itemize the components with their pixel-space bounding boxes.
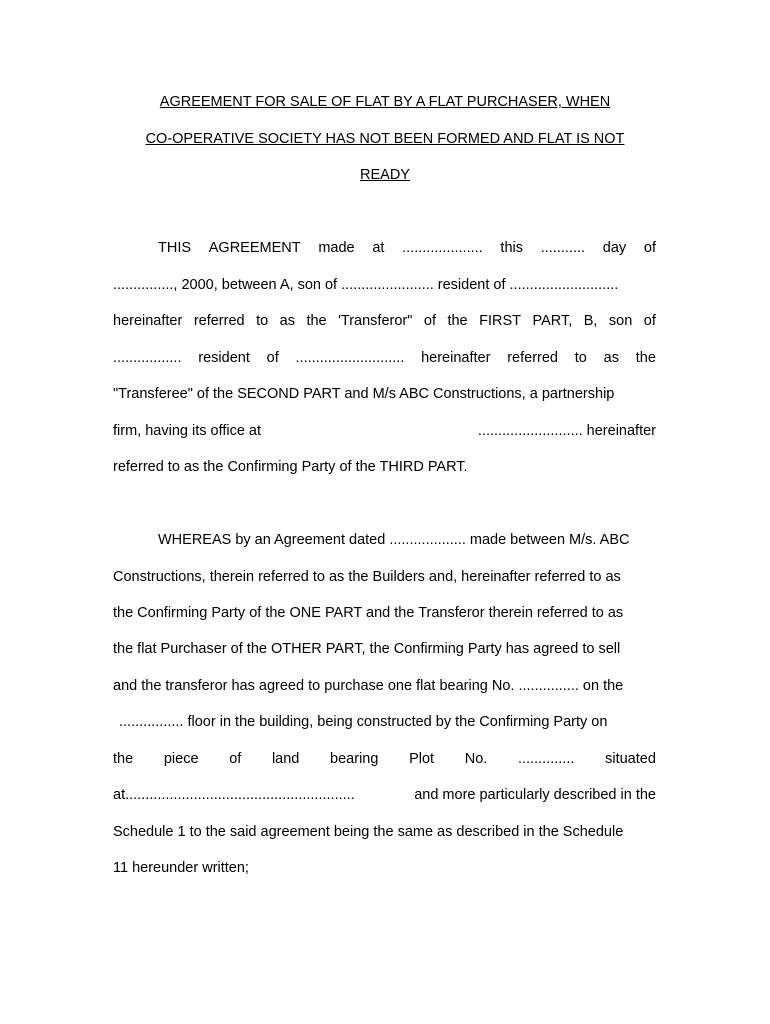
- para1-line-7: referred to as the Confirming Party of the THIRD PART.: [113, 459, 468, 475]
- word: ...........: [540, 240, 586, 256]
- para2-line-9: Schedule 1 to the said agreement being the same as described in the Schedule: [113, 824, 624, 840]
- word: referred: [507, 350, 558, 366]
- para1-line-1: [158, 240, 656, 256]
- word: THIS: [158, 240, 192, 256]
- para2-line-10: 11 hereunder written;: [113, 860, 249, 876]
- para2-line-5: and the transferor has agreed to purchase one flat bearing No. ............... on the: [113, 678, 624, 694]
- para2-line-7: [113, 751, 656, 767]
- para1-line-3: [113, 313, 656, 329]
- word: the: [447, 313, 468, 329]
- word: hereinafter: [113, 313, 183, 329]
- word: made: [318, 240, 355, 256]
- para1-line-2: [113, 277, 656, 293]
- word: 'Transferor": [338, 313, 413, 329]
- title-line-2: CO-OPERATIVE SOCIETY HAS NOT BEEN FORMED AND FLAT IS NOT: [145, 131, 625, 147]
- para2-line-4: the flat Purchaser of the OTHER PART, the Confirming Party has agreed to sell: [113, 641, 621, 657]
- para2-line-6: ................ floor in the building, being constructed by the Confirming Party on: [119, 714, 608, 730]
- word: as: [603, 350, 619, 366]
- word: bearing: [330, 751, 379, 767]
- word: AGREEMENT: [208, 240, 301, 256]
- word: No.: [464, 751, 488, 767]
- word: of: [643, 240, 656, 256]
- word: ...........................: [295, 350, 405, 366]
- word: day: [602, 240, 627, 256]
- para2-line-1: WHEREAS by an Agreement dated ................... made between M/s. ABC: [158, 532, 630, 548]
- para2-line-2: Constructions, therein referred to as the Builders and, hereinafter referred to as: [113, 569, 621, 585]
- word: the: [306, 313, 327, 329]
- word: of: [643, 313, 656, 329]
- word: of: [229, 751, 242, 767]
- para2-line-3: the Confirming Party of the ONE PART and the Transferor therein referred to as: [113, 605, 624, 621]
- word: .................: [113, 350, 182, 366]
- word: piece: [163, 751, 199, 767]
- title-line-1: AGREEMENT FOR SALE OF FLAT BY A FLAT PURCHASER, WHEN: [159, 94, 611, 110]
- word: PART,: [532, 313, 573, 329]
- word: the: [635, 350, 656, 366]
- word: of: [423, 313, 436, 329]
- word: ....................: [402, 240, 483, 256]
- word: situated: [605, 751, 656, 767]
- para1-line-6-right: .......................... hereinafter: [477, 423, 656, 439]
- word: ..............: [518, 751, 575, 767]
- word: at: [372, 240, 385, 256]
- para1-line-4: [113, 350, 656, 366]
- word: to: [256, 313, 269, 329]
- word: land: [271, 751, 300, 767]
- word: son: [608, 313, 633, 329]
- word: to: [574, 350, 587, 366]
- word: resident: [198, 350, 250, 366]
- word: of: [266, 350, 279, 366]
- word: hereinafter: [421, 350, 491, 366]
- word: B,: [583, 313, 598, 329]
- para1-line-2-text: ..............., 2000, between A, son of ....................... resident of ...........................: [113, 277, 619, 293]
- para1-line-6: [113, 423, 656, 439]
- para1-line-5: "Transferee" of the SECOND PART and M/s ABC Constructions, a partnership: [113, 386, 615, 402]
- title-line-3: READY: [360, 167, 410, 183]
- para2-line-8-left: at.........................................................: [113, 787, 355, 803]
- word: this: [500, 240, 523, 256]
- para1-line-6-left: firm, having its office at: [113, 423, 262, 439]
- para2-line-8-right: and more particularly described in the: [414, 787, 656, 803]
- word: FIRST: [479, 313, 521, 329]
- word: Plot: [409, 751, 435, 767]
- word: the: [113, 751, 134, 767]
- word: referred: [193, 313, 245, 329]
- word: as: [279, 313, 295, 329]
- para2-line-8: [113, 787, 656, 803]
